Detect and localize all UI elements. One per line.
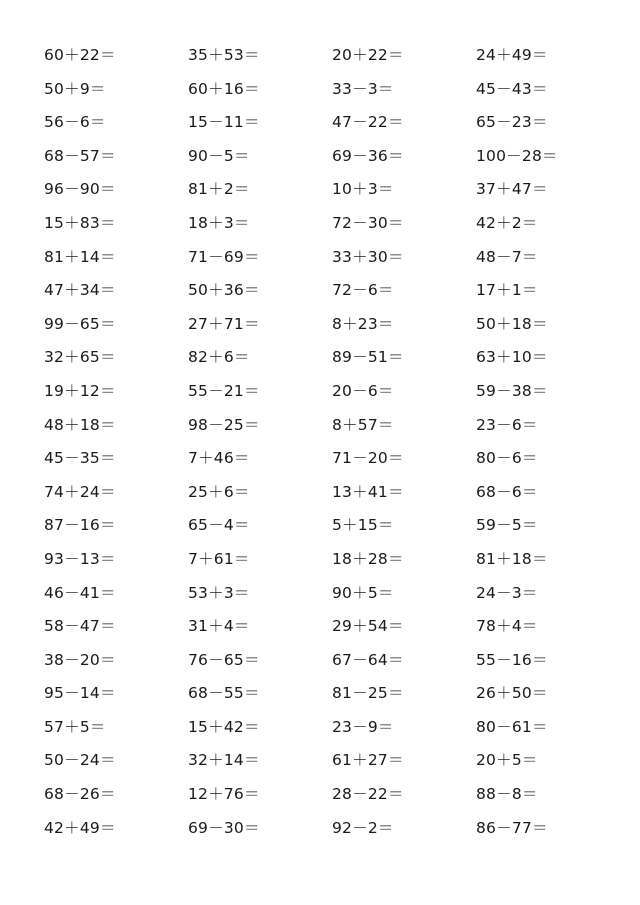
- problem-row: [0, 412, 640, 446]
- math-problem: 56－6＝: [44, 113, 106, 132]
- math-problem: 48＋18＝: [44, 415, 116, 434]
- math-problem: 15＋42＝: [188, 717, 260, 736]
- math-problem: 95－14＝: [44, 684, 116, 703]
- problem-row: [0, 512, 640, 546]
- math-problem: 28－22＝: [332, 785, 404, 804]
- math-problem: 59－5＝: [476, 516, 538, 535]
- math-problem: 46－41＝: [44, 583, 116, 602]
- math-problem: 7＋61＝: [188, 549, 250, 568]
- problem-row: [0, 479, 640, 513]
- problem-row: [0, 714, 640, 748]
- math-problem: 69－30＝: [188, 818, 260, 837]
- math-problem: 50＋36＝: [188, 281, 260, 300]
- math-problem: 10＋3＝: [332, 180, 394, 199]
- math-problem: 93－13＝: [44, 549, 116, 568]
- problem-row: [0, 277, 640, 311]
- math-problem: 71－69＝: [188, 247, 260, 266]
- problem-row: [0, 109, 640, 143]
- math-problem: 80－61＝: [476, 717, 548, 736]
- problem-row: [0, 815, 640, 849]
- math-problem: 27＋71＝: [188, 314, 260, 333]
- math-problem: 78＋4＝: [476, 617, 538, 636]
- math-problem: 45－35＝: [44, 449, 116, 468]
- math-problem: 90＋5＝: [332, 583, 394, 602]
- problem-row: [0, 42, 640, 76]
- math-problem: 53＋3＝: [188, 583, 250, 602]
- math-problem: 20＋5＝: [476, 751, 538, 770]
- math-problem: 68－55＝: [188, 684, 260, 703]
- math-problem: 15＋83＝: [44, 213, 116, 232]
- math-problem: 37＋47＝: [476, 180, 548, 199]
- problem-row: [0, 311, 640, 345]
- math-problem: 12＋76＝: [188, 785, 260, 804]
- math-problem: 67－64＝: [332, 650, 404, 669]
- math-problem: 33－3＝: [332, 79, 394, 98]
- problem-row: [0, 580, 640, 614]
- math-problem: 76－65＝: [188, 650, 260, 669]
- math-problem: 20＋22＝: [332, 46, 404, 64]
- math-problem: 47－22＝: [332, 113, 404, 132]
- problem-row: [0, 176, 640, 210]
- math-problem: 61＋27＝: [332, 751, 404, 770]
- math-problem: 8＋23＝: [332, 314, 394, 333]
- math-problem: 18＋3＝: [188, 213, 250, 232]
- math-problem: 63＋10＝: [476, 348, 548, 367]
- math-problem: 81＋2＝: [188, 180, 250, 199]
- math-problem: 55－21＝: [188, 381, 260, 400]
- math-problem: 31＋4＝: [188, 617, 250, 636]
- math-problem: 88－8＝: [476, 785, 538, 804]
- math-problem: 17＋1＝: [476, 281, 538, 300]
- math-problem: 60＋22＝: [44, 46, 116, 64]
- math-problem: 89－51＝: [332, 348, 404, 367]
- math-problem: 50－24＝: [44, 751, 116, 770]
- math-problem: 82＋6＝: [188, 348, 250, 367]
- problem-row: [0, 244, 640, 278]
- problem-row: [0, 647, 640, 681]
- math-problem: 68－57＝: [44, 146, 116, 165]
- math-problem: 58－47＝: [44, 617, 116, 636]
- math-problem: 23－6＝: [476, 415, 538, 434]
- problem-row: [0, 378, 640, 412]
- worksheet: [0, 42, 640, 848]
- problem-row: [0, 344, 640, 378]
- math-problem: 55－16＝: [476, 650, 548, 669]
- math-problem: 65－4＝: [188, 516, 250, 535]
- math-problem: 38－20＝: [44, 650, 116, 669]
- problem-row: [0, 781, 640, 815]
- math-problem: 59－38＝: [476, 381, 548, 400]
- problem-row: [0, 613, 640, 647]
- math-problem: 72－6＝: [332, 281, 394, 300]
- math-problem: 19＋12＝: [44, 381, 116, 400]
- math-problem: 65－23＝: [476, 113, 548, 132]
- math-problem: 8＋57＝: [332, 415, 394, 434]
- math-problem: 87－16＝: [44, 516, 116, 535]
- math-problem: 29＋54＝: [332, 617, 404, 636]
- math-problem: 33＋30＝: [332, 247, 404, 266]
- math-problem: 68－26＝: [44, 785, 116, 804]
- math-problem: 25＋6＝: [188, 482, 250, 501]
- math-problem: 26＋50＝: [476, 684, 548, 703]
- math-problem: 15－11＝: [188, 113, 260, 132]
- math-problem: 90－5＝: [188, 146, 250, 165]
- math-problem: 50＋9＝: [44, 79, 106, 98]
- math-problem: 24－3＝: [476, 583, 538, 602]
- problem-row: [0, 445, 640, 479]
- problem-row: [0, 143, 640, 177]
- math-problem: 68－6＝: [476, 482, 538, 501]
- math-problem: 48－7＝: [476, 247, 538, 266]
- math-problem: 81＋18＝: [476, 549, 548, 568]
- math-problem: 13＋41＝: [332, 482, 404, 501]
- math-problem: 71－20＝: [332, 449, 404, 468]
- math-problem: 32＋65＝: [44, 348, 116, 367]
- math-problem: 100－28＝: [476, 146, 558, 165]
- math-problem: 60＋16＝: [188, 79, 260, 98]
- problem-row: [0, 747, 640, 781]
- math-problem: 45－43＝: [476, 79, 548, 98]
- math-problem: 50＋18＝: [476, 314, 548, 333]
- math-problem: 98－25＝: [188, 415, 260, 434]
- math-problem: 99－65＝: [44, 314, 116, 333]
- problem-row: [0, 680, 640, 714]
- math-problem: 92－2＝: [332, 818, 394, 837]
- math-problem: 42＋49＝: [44, 818, 116, 837]
- math-problem: 42＋2＝: [476, 213, 538, 232]
- math-problem: 5＋15＝: [332, 516, 394, 535]
- math-problem: 18＋28＝: [332, 549, 404, 568]
- math-problem: 47＋34＝: [44, 281, 116, 300]
- math-problem: 7＋46＝: [188, 449, 250, 468]
- math-problem: 81－25＝: [332, 684, 404, 703]
- math-problem: 20－6＝: [332, 381, 394, 400]
- math-problem: 69－36＝: [332, 146, 404, 165]
- math-problem: 96－90＝: [44, 180, 116, 199]
- math-problem: 86－77＝: [476, 818, 548, 837]
- math-problem: 74＋24＝: [44, 482, 116, 501]
- math-problem: 32＋14＝: [188, 751, 260, 770]
- math-problem: 23－9＝: [332, 717, 394, 736]
- math-problem: 35＋53＝: [188, 46, 260, 64]
- math-problem: 24＋49＝: [476, 46, 548, 64]
- math-problem: 57＋5＝: [44, 717, 106, 736]
- problem-row: [0, 76, 640, 110]
- math-problem: 80－6＝: [476, 449, 538, 468]
- problem-row: [0, 546, 640, 580]
- problem-row: [0, 210, 640, 244]
- math-problem: 81＋14＝: [44, 247, 116, 266]
- math-problem: 72－30＝: [332, 213, 404, 232]
